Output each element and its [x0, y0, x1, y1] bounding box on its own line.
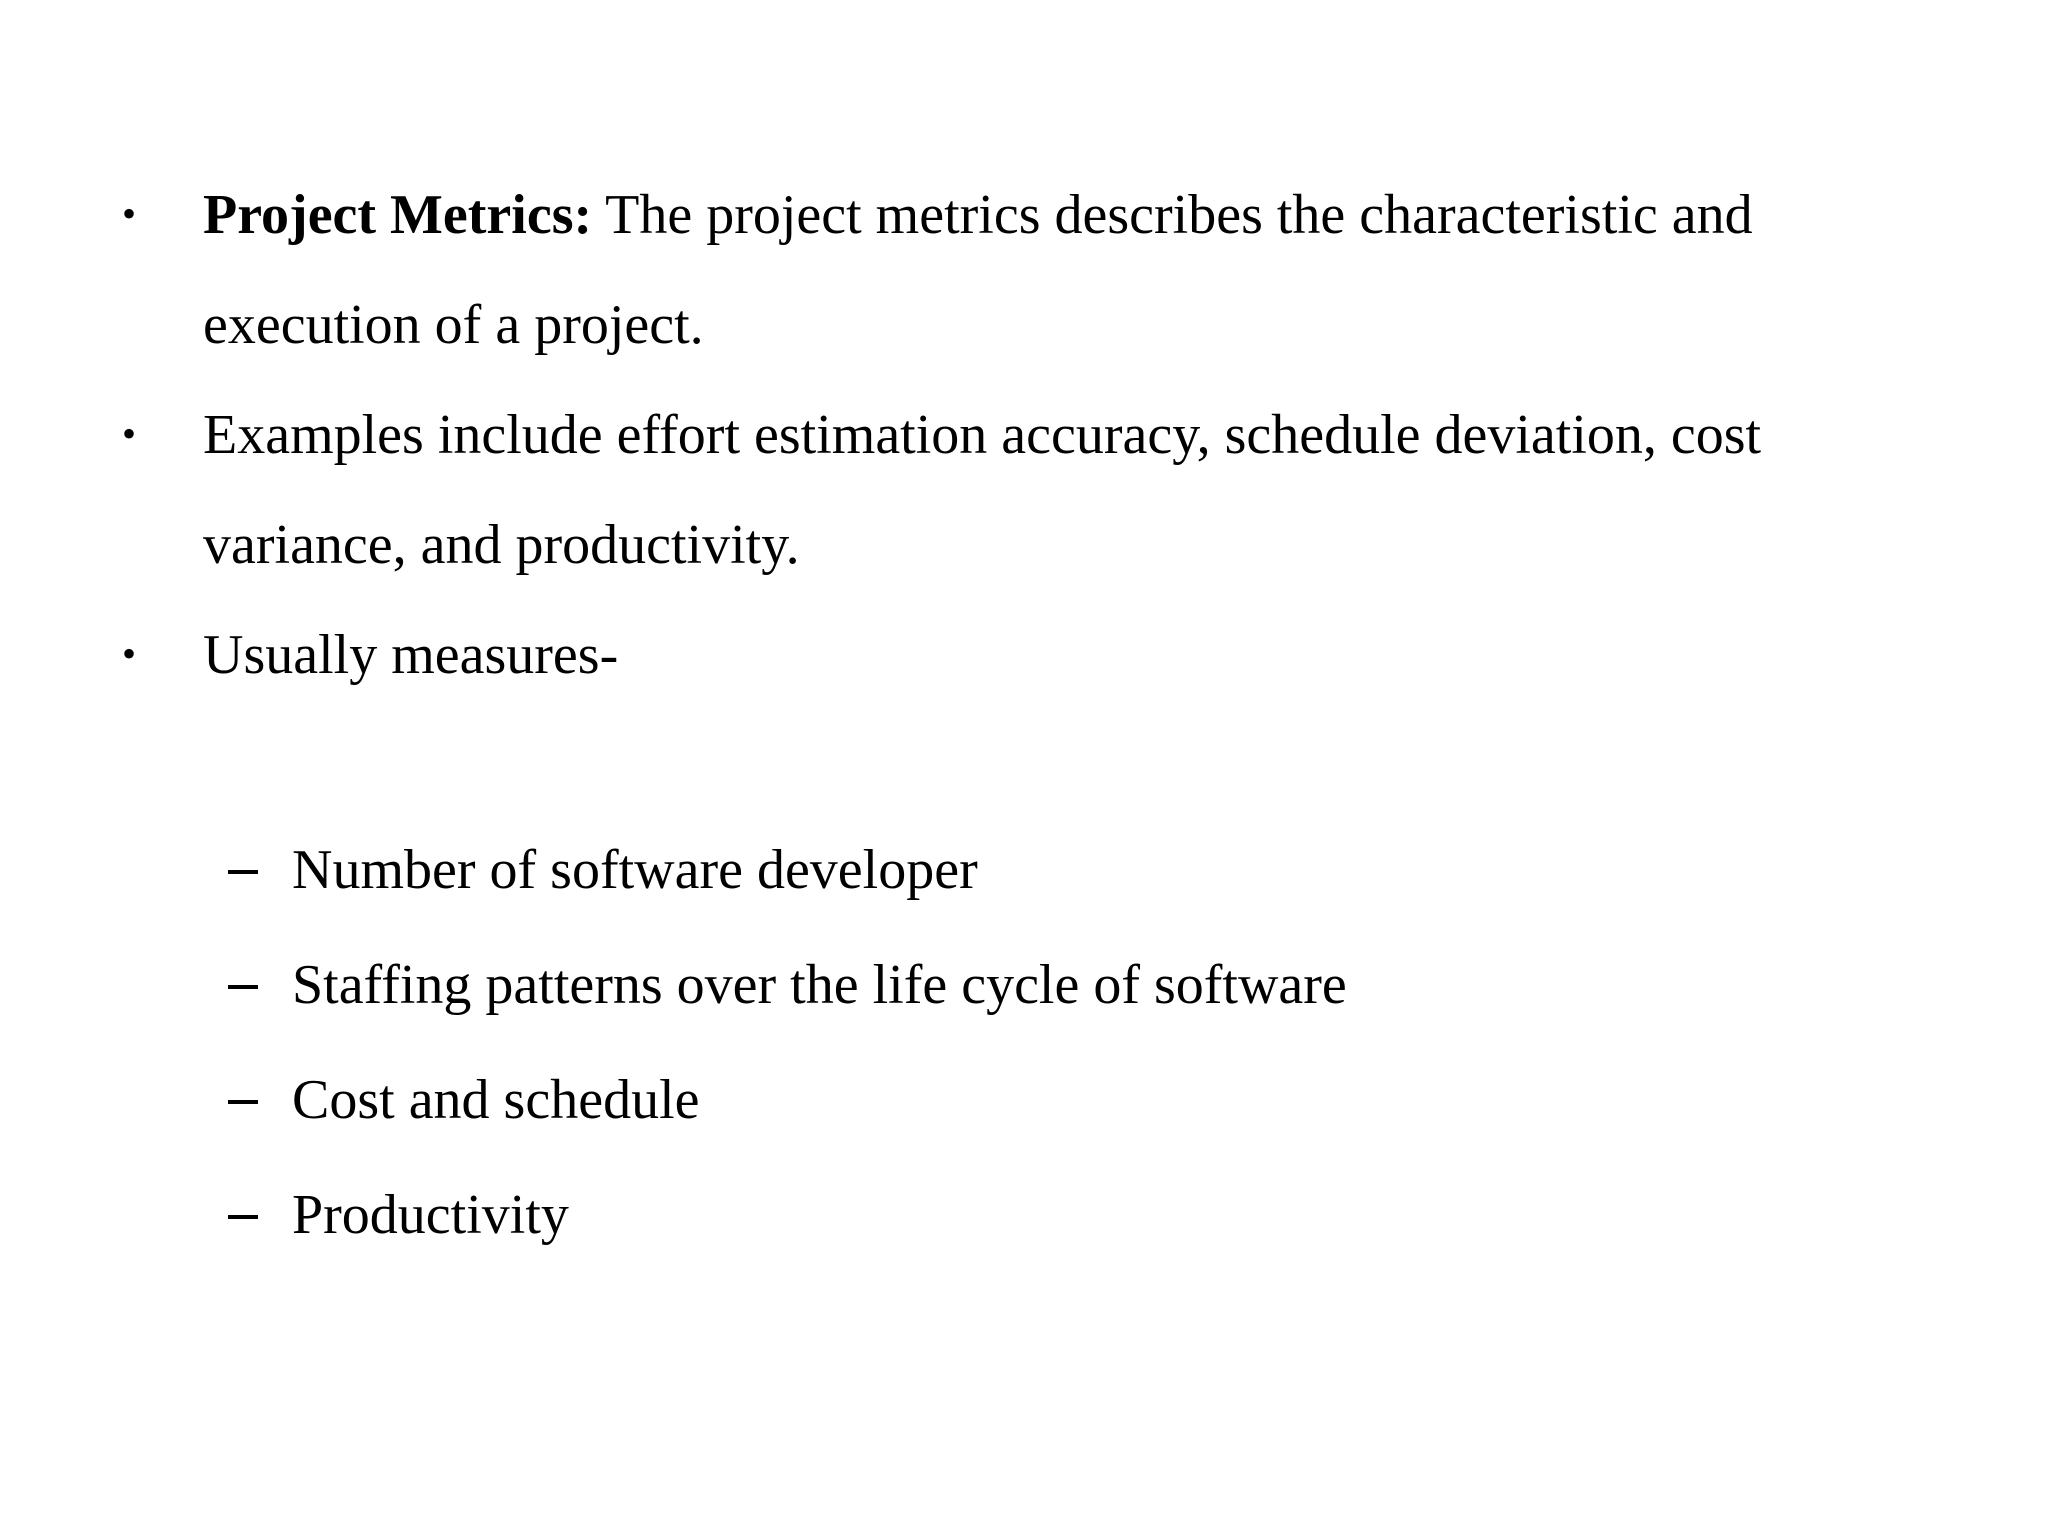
bullet-body: Usually measures-	[203, 624, 619, 686]
sub-bullet-text: Staffing patterns over the life cycle of software	[292, 954, 1347, 1016]
bullet-dot-icon: •	[122, 191, 137, 236]
bullet-text	[203, 600, 1823, 710]
dash-icon	[228, 985, 258, 989]
sub-bullet-item	[0, 1060, 2048, 1140]
sub-bullet-text: Number of software developer	[292, 839, 978, 901]
sub-bullet-item	[0, 945, 2048, 1025]
bullet-dot-icon: •	[122, 631, 137, 676]
bullet-lead: Project Metrics:	[203, 184, 593, 246]
bullet-dot-icon: •	[122, 411, 137, 456]
bullet-body: The project metrics describes the characteristic and execution of a project.	[203, 184, 1753, 356]
sub-bullet-text: Cost and schedule	[292, 1069, 700, 1131]
bullet-text	[203, 160, 1823, 380]
bullet-body: Examples include effort estimation accuracy, schedule deviation, cost variance, and productivity.	[203, 404, 1762, 576]
sub-bullet-item	[0, 830, 2048, 910]
sub-bullet-item	[0, 1175, 2048, 1255]
sub-bullet-text: Productivity	[292, 1184, 569, 1246]
dash-icon	[228, 870, 258, 874]
bullet-text	[203, 380, 1823, 600]
dash-icon	[228, 1100, 258, 1104]
dash-icon	[228, 1215, 258, 1219]
